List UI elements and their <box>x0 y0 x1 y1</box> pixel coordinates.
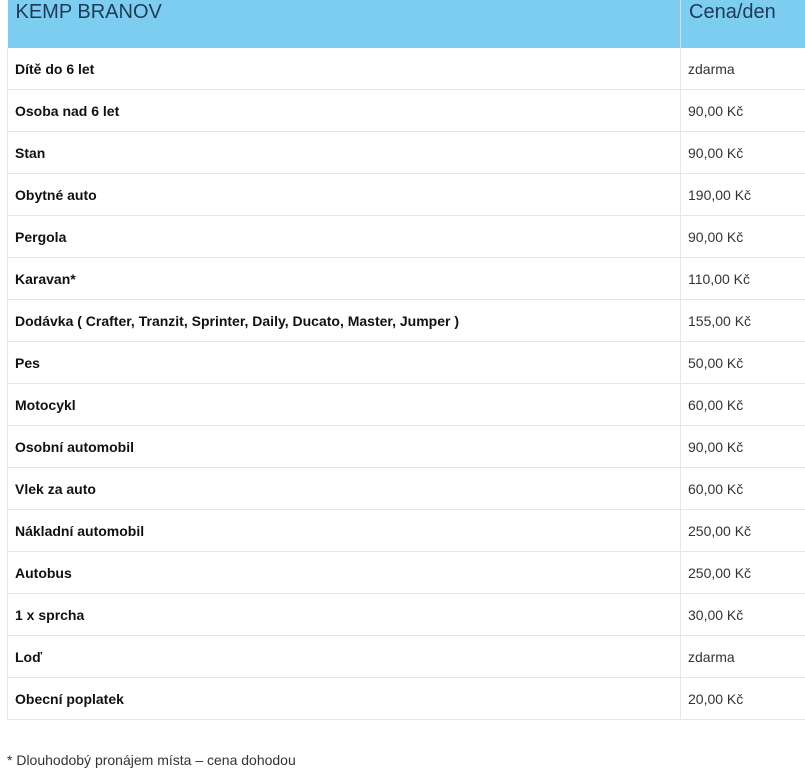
table-row <box>8 90 805 132</box>
header-row <box>8 0 805 48</box>
table-row <box>8 594 805 636</box>
row-item-label: Autobus <box>8 552 681 594</box>
row-item-label: Pes <box>8 342 681 384</box>
table-body <box>8 48 805 720</box>
table-row <box>8 636 805 678</box>
row-price: zdarma <box>681 48 805 90</box>
table-row <box>8 48 805 90</box>
row-price: 90,00 Kč <box>681 90 805 132</box>
table-row <box>8 426 805 468</box>
row-price: 60,00 Kč <box>681 384 805 426</box>
row-item-label: Osobní automobil <box>8 426 681 468</box>
row-price: 190,00 Kč <box>681 174 805 216</box>
row-item-label: Dítě do 6 let <box>8 48 681 90</box>
row-item-label: Obytné auto <box>8 174 681 216</box>
row-item-label: Dodávka ( Crafter, Tranzit, Sprinter, Daily, Ducato, Master, Jumper ) <box>8 300 681 342</box>
row-item-label: Pergola <box>8 216 681 258</box>
row-price: 110,00 Kč <box>681 258 805 300</box>
row-price: 30,00 Kč <box>681 594 805 636</box>
row-price: 90,00 Kč <box>681 132 805 174</box>
row-price: 60,00 Kč <box>681 468 805 510</box>
row-item-label: Obecní poplatek <box>8 678 681 720</box>
row-item-label: 1 x sprcha <box>8 594 681 636</box>
table-row <box>8 678 805 720</box>
row-price: 90,00 Kč <box>681 216 805 258</box>
table-row <box>8 342 805 384</box>
table-header <box>8 0 805 48</box>
table-row <box>8 174 805 216</box>
row-price: zdarma <box>681 636 805 678</box>
row-item-label: Loď <box>8 636 681 678</box>
row-item-label: Stan <box>8 132 681 174</box>
row-item-label: Nákladní automobil <box>8 510 681 552</box>
table-row <box>8 510 805 552</box>
row-price: 155,00 Kč <box>681 300 805 342</box>
table-row <box>8 300 805 342</box>
table-row <box>8 132 805 174</box>
price-table <box>7 0 805 720</box>
table-row <box>8 384 805 426</box>
row-price: 250,00 Kč <box>681 510 805 552</box>
row-price: 50,00 Kč <box>681 342 805 384</box>
table-row <box>8 468 805 510</box>
row-price: 20,00 Kč <box>681 678 805 720</box>
row-item-label: Osoba nad 6 let <box>8 90 681 132</box>
row-price: 90,00 Kč <box>681 426 805 468</box>
row-item-label: Karavan* <box>8 258 681 300</box>
header-camp-name: KEMP BRANOV <box>8 0 681 48</box>
footnote: * Dlouhodobý pronájem místa – cena dohodou <box>7 752 296 768</box>
table-row <box>8 552 805 594</box>
row-item-label: Motocykl <box>8 384 681 426</box>
table-row <box>8 216 805 258</box>
header-price-per-day: Cena/den <box>681 0 805 48</box>
row-item-label: Vlek za auto <box>8 468 681 510</box>
row-price: 250,00 Kč <box>681 552 805 594</box>
table-row <box>8 258 805 300</box>
